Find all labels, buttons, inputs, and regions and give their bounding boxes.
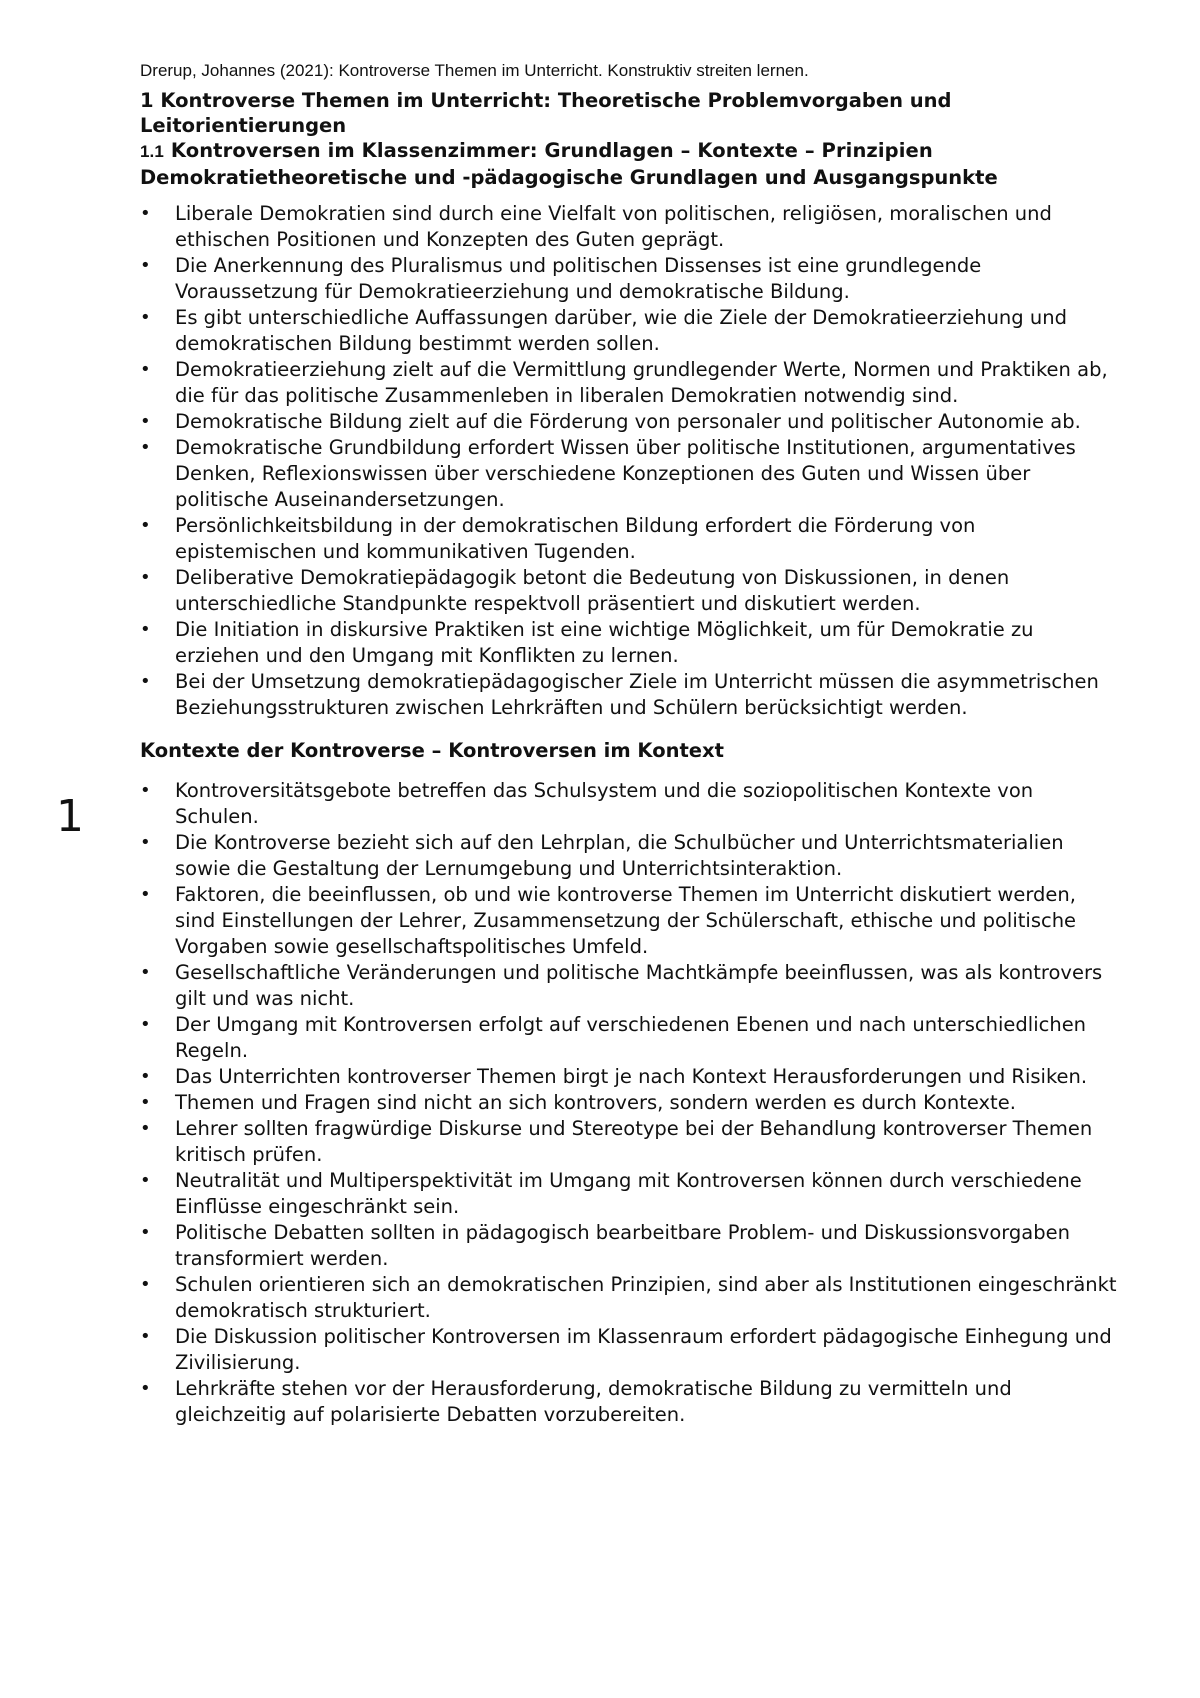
list-item: • Persönlichkeitsbildung in der demokratischen Bildung erfordert die Förderung von epistemischen und kommunikativen Tugenden. [140, 513, 1120, 565]
list-item: • Deliberative Demokratiepädagogik betont die Bedeutung von Diskussionen, in denen unterschiedliche Standpunkte respektvoll präsentiert und diskutiert werden. [140, 565, 1120, 617]
kontexte-list [140, 778, 1120, 1428]
list-item: • Liberale Demokratien sind durch eine Vielfalt von politischen, religiösen, moralischen und ethischen Positionen und Konzepten des Guten geprägt. [140, 201, 1120, 253]
grundlagen-list [140, 201, 1120, 721]
section-number: 1.1 [140, 142, 164, 161]
list-item: • Es gibt unterschiedliche Auffassungen darüber, wie die Ziele der Demokratieerziehung und demokratischen Bildung bestimmt werden sollen. [140, 305, 1120, 357]
section-heading [140, 138, 1120, 165]
list-item: • Bei der Umsetzung demokratiepädagogischer Ziele im Unterricht müssen die asymmetrischen Beziehungsstrukturen zwischen Lehrkräften und Schülern berücksichtigt werden. [140, 669, 1120, 721]
list-item: • Lehrkräfte stehen vor der Herausforderung, demokratische Bildung zu vermitteln und gleichzeitig auf polarisierte Debatten vorzubereiten. [140, 1376, 1120, 1428]
kontexte-heading: Kontexte der Kontroverse – Kontroversen im Kontext [140, 739, 724, 762]
document-page [140, 60, 1120, 1428]
chapter-heading: 1 Kontroverse Themen im Unterricht: Theoretische Problemvorgaben und Leitorientierungen [140, 89, 952, 137]
page-number: 1 [56, 791, 84, 842]
list-item: • Die Kontroverse bezieht sich auf den Lehrplan, die Schulbücher und Unterrichtsmaterialien sowie die Gestaltung der Lernumgebung und Unterrichtsinteraktion. [140, 830, 1120, 882]
list-item: • Schulen orientieren sich an demokratischen Prinzipien, sind aber als Institutionen eingeschränkt demokratisch strukturiert. [140, 1272, 1120, 1324]
list-item: • Die Diskussion politischer Kontroversen im Klassenraum erfordert pädagogische Einhegung und Zivilisierung. [140, 1324, 1120, 1376]
list-item: • Neutralität und Multiperspektivität im Umgang mit Kontroversen können durch verschiedene Einflüsse eingeschränkt sein. [140, 1168, 1120, 1220]
list-item: • Demokratieerziehung zielt auf die Vermittlung grundlegender Werte, Normen und Praktiken ab, die für das politische Zusammenleben in liberalen Demokratien notwendig sind. [140, 357, 1120, 409]
list-item: • Das Unterrichten kontroverser Themen birgt je nach Kontext Herausforderungen und Risiken. [140, 1064, 1120, 1090]
list-item: • Kontroversitätsgebote betreffen das Schulsystem und die soziopolitischen Kontexte von Schulen. [140, 778, 1120, 830]
list-item: • Die Initiation in diskursive Praktiken ist eine wichtige Möglichkeit, um für Demokratie zu erziehen und den Umgang mit Konflikten zu lernen. [140, 617, 1120, 669]
list-item: • Politische Debatten sollten in pädagogisch bearbeitbare Problem- und Diskussionsvorgaben transformiert werden. [140, 1220, 1120, 1272]
subsection-heading: Demokratietheoretische und -pädagogische Grundlagen und Ausgangspunkte [140, 166, 998, 189]
list-item: • Faktoren, die beeinflussen, ob und wie kontroverse Themen im Unterricht diskutiert werden, sind Einstellungen der Lehrer, Zusammensetzung der Schülerschaft, ethische und politische Vorgaben sowie gesellschaftspolitisches Umfeld. [140, 882, 1120, 960]
list-item: • Demokratische Bildung zielt auf die Förderung von personaler und politischer Autonomie ab. [140, 409, 1120, 435]
list-item: • Der Umgang mit Kontroversen erfolgt auf verschiedenen Ebenen und nach unterschiedlichen Regeln. [140, 1012, 1120, 1064]
list-item: • Gesellschaftliche Veränderungen und politische Machtkämpfe beeinflussen, was als kontrovers gilt und was nicht. [140, 960, 1120, 1012]
list-item: • Demokratische Grundbildung erfordert Wissen über politische Institutionen, argumentatives Denken, Reflexionswissen über verschiedene Konzeptionen des Guten und Wissen über politische Auseinandersetzungen. [140, 435, 1120, 513]
list-item: • Die Anerkennung des Pluralismus und politischen Dissenses ist eine grundlegende Voraussetzung für Demokratieerziehung und demokratische Bildung. [140, 253, 1120, 305]
list-item: • Lehrer sollten fragwürdige Diskurse und Stereotype bei der Behandlung kontroverser Themen kritisch prüfen. [140, 1116, 1120, 1168]
citation: Drerup, Johannes (2021): Kontroverse Themen im Unterricht. Konstruktiv streiten lernen. [140, 61, 809, 80]
list-item: • Themen und Fragen sind nicht an sich kontrovers, sondern werden es durch Kontexte. [140, 1090, 1120, 1116]
section-title: Kontroversen im Klassenzimmer: Grundlagen – Kontexte – Prinzipien [170, 139, 933, 162]
